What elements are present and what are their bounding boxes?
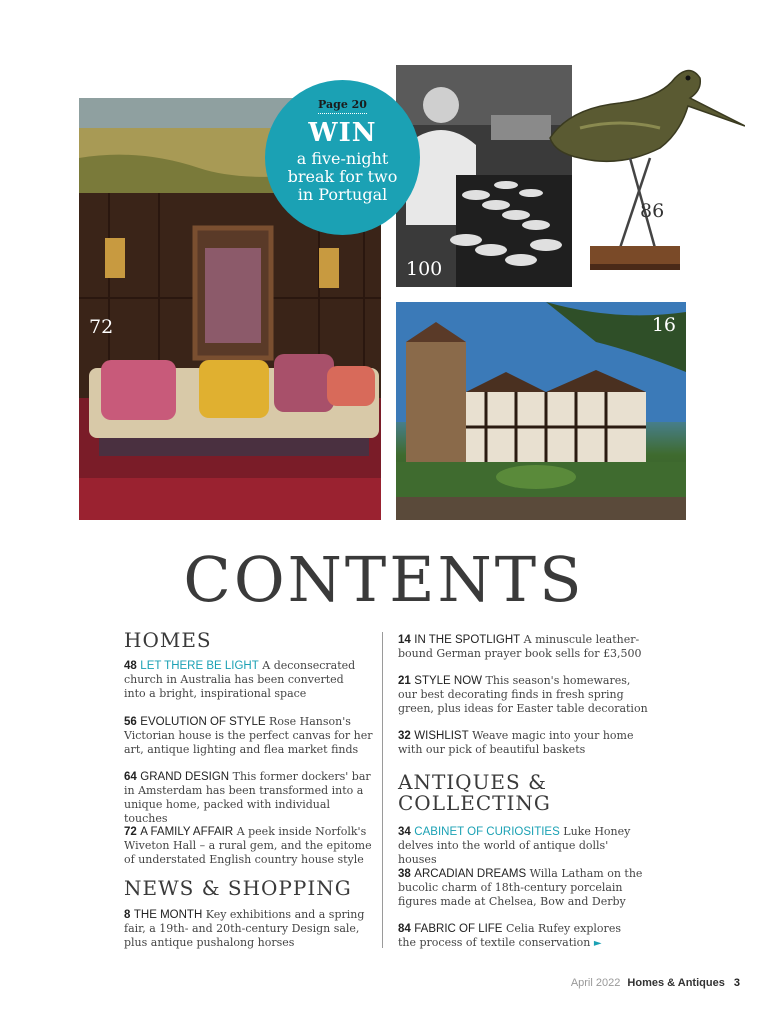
page-number-72: 72 <box>89 316 114 338</box>
photo-tudor-hall <box>396 302 686 520</box>
contents-entry-14[interactable] <box>398 633 648 661</box>
section-heading-line: COLLECTING <box>398 791 551 815</box>
contents-entry-84[interactable] <box>398 922 648 951</box>
entry-page-number: 14 <box>398 634 411 646</box>
entry-text: A peek inside Norfolk's <box>236 825 367 838</box>
entry-headline: STYLE NOW <box>414 675 483 687</box>
entry-headline: THE MONTH <box>133 909 203 921</box>
entry-text: Rose Hanson's <box>269 715 351 728</box>
entry-headline: A FAMILY AFFAIR <box>140 826 234 838</box>
badge-page-ref: Page 20 <box>318 98 367 114</box>
contents-entry-32[interactable] <box>398 729 648 757</box>
entry-text: Luke Honey <box>563 825 631 838</box>
page-number-100: 100 <box>406 258 443 280</box>
contents-entry-21[interactable] <box>398 674 648 716</box>
page-title: CONTENTS <box>183 543 585 616</box>
entry-headline: LET THERE BE LIGHT <box>140 660 259 672</box>
entry-page-number: 8 <box>124 909 131 921</box>
badge-desc-line: in Portugal <box>297 185 388 204</box>
entry-page-number: 34 <box>398 826 411 838</box>
page-number-86: 86 <box>640 200 665 222</box>
photo-bird-decoy <box>540 58 745 283</box>
entry-text: Key exhibitions and a spring <box>205 908 365 921</box>
entry-headline: GRAND DESIGN <box>140 771 230 783</box>
entry-headline: FABRIC OF LIFE <box>414 923 503 935</box>
entry-text: with our pick of beautiful baskets <box>398 743 586 756</box>
bird-decoy-illustration <box>540 58 745 283</box>
entry-text: art, antique lighting and flea market finds <box>124 743 359 756</box>
entry-text: Celia Rufey explores <box>505 922 621 935</box>
badge-win-label: WIN <box>308 118 377 148</box>
entry-page-number: 64 <box>124 771 137 783</box>
entry-text: bound German prayer book sells for £3,500 <box>398 647 642 660</box>
footer-page-number: 3 <box>733 977 740 989</box>
entry-text: plus antique pushalong horses <box>124 936 295 949</box>
entry-headline: ARCADIAN DREAMS <box>414 868 527 880</box>
entry-page-number: 56 <box>124 716 137 728</box>
entry-text: bucolic charm of 18th-century porcelain <box>398 881 623 894</box>
entry-text: Weave magic into your home <box>472 729 634 742</box>
entry-text: church in Australia has been converted <box>124 673 344 686</box>
entry-page-number: 32 <box>398 730 411 742</box>
section-heading-news-shopping: NEWS & SHOPPING <box>124 876 352 900</box>
continue-arrow-icon: ► <box>593 938 602 949</box>
entry-text: Willa Latham on the <box>529 867 643 880</box>
win-promo-badge[interactable] <box>265 80 420 235</box>
entry-text: figures made at Chelsea, Bow and Derby <box>398 895 626 908</box>
entry-headline: IN THE SPOTLIGHT <box>414 634 521 646</box>
entry-text: A minuscule leather- <box>523 633 640 646</box>
contents-entry-34[interactable] <box>398 825 648 867</box>
entry-text: our best decorating finds in fresh spring <box>398 688 624 701</box>
entry-text: green, plus ideas for Easter table decoration <box>398 702 648 715</box>
tudor-hall-illustration <box>396 302 686 520</box>
entry-text: of understated English country house style <box>124 853 364 866</box>
section-heading-line: ANTIQUES & <box>398 770 547 794</box>
entry-page-number: 38 <box>398 868 411 880</box>
contents-entry-8[interactable] <box>124 908 374 950</box>
entry-text: Wiveton Hall – a rural gem, and the epitome <box>124 839 372 852</box>
contents-entry-64[interactable] <box>124 770 374 826</box>
footer-publication: Homes & Antiques <box>627 977 725 989</box>
contents-entry-56[interactable] <box>124 715 374 757</box>
badge-desc-line: a five-night <box>296 149 389 168</box>
entry-page-number: 21 <box>398 675 411 687</box>
entry-headline: CABINET OF CURIOSITIES <box>414 826 560 838</box>
page-footer <box>571 977 740 989</box>
badge-description <box>265 150 420 204</box>
column-divider <box>382 632 383 948</box>
entry-page-number: 72 <box>124 826 137 838</box>
entry-text: into a bright, inspirational space <box>124 687 307 700</box>
entry-page-number: 84 <box>398 923 411 935</box>
entry-text: delves into the world of antique dolls' houses <box>398 839 609 866</box>
entry-text: A deconsecrated <box>262 659 356 672</box>
entry-text: the process of textile conservation <box>398 936 591 949</box>
entry-text: This season's homewares, <box>485 674 631 687</box>
footer-date: April 2022 <box>570 977 621 989</box>
contents-entry-38[interactable] <box>398 867 648 909</box>
section-heading-antiques-collecting <box>398 772 551 814</box>
contents-entry-48[interactable] <box>124 659 374 701</box>
entry-text: unique home, packed with individual touches <box>124 798 330 825</box>
contents-entry-72[interactable] <box>124 825 374 867</box>
section-heading-homes: HOMES <box>124 628 212 652</box>
entry-text: in Amsterdam has been transformed into a <box>124 784 364 797</box>
entry-text: fair, a 19th- and 20th-century Design sale, <box>124 922 360 935</box>
entry-text: This former dockers' bar <box>232 770 371 783</box>
entry-headline: EVOLUTION OF STYLE <box>140 716 266 728</box>
badge-desc-line: break for two <box>287 167 398 186</box>
entry-text: Victorian house is the perfect canvas for her <box>124 729 373 742</box>
page-number-16: 16 <box>651 314 676 336</box>
entry-headline: WISHLIST <box>414 730 469 742</box>
entry-page-number: 48 <box>124 660 137 672</box>
